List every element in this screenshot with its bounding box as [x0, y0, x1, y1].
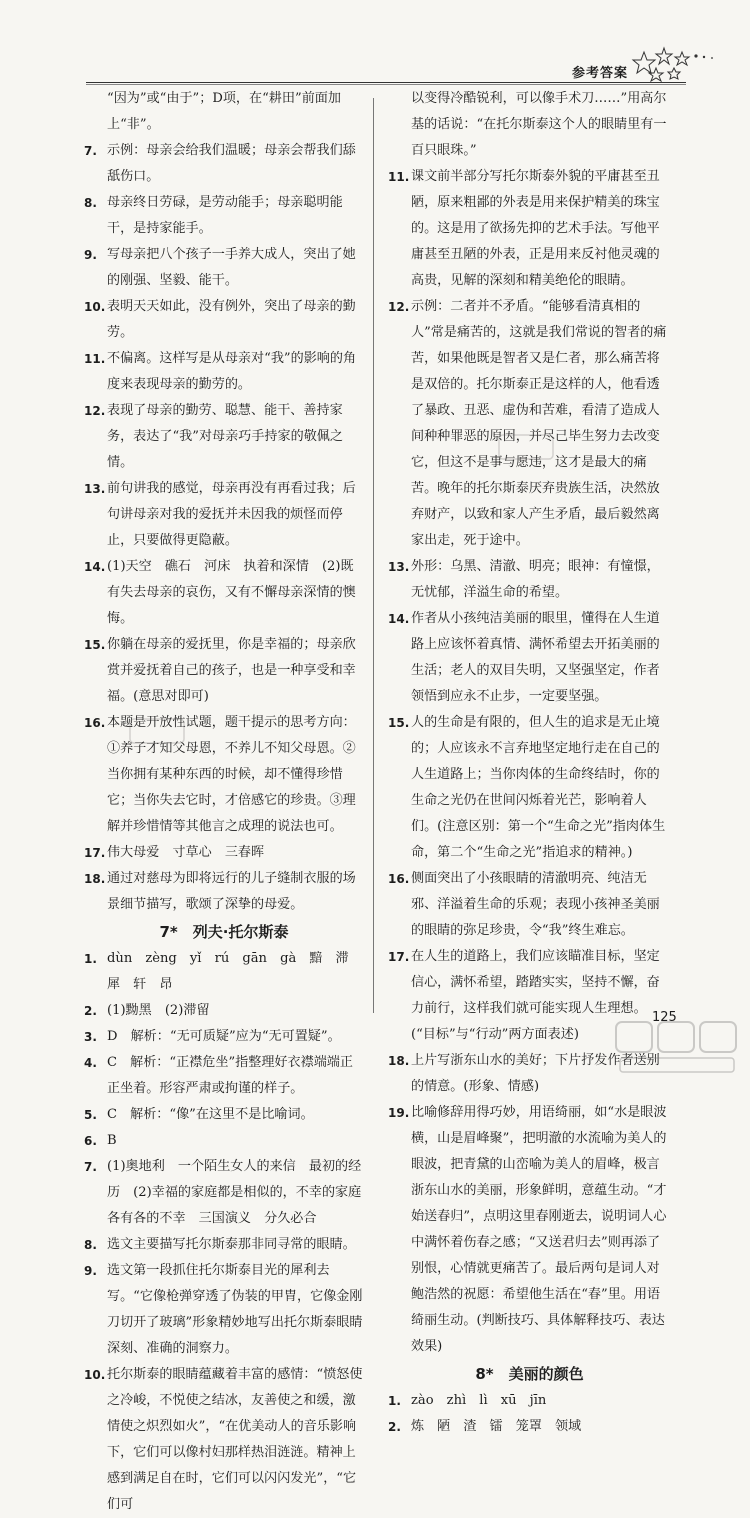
answer-item	[84, 86, 364, 138]
answer-item	[84, 1362, 364, 1518]
answer-text: 示例：二者并不矛盾。“能够看清真相的人”常是痛苦的，这就是我们常说的智者的痛苦，如果他既是智者又是仁者，那么痛苦将是双倍的。托尔斯泰正是这样的人，他看透了暴政、丑恶、虚伪和苦难，看清了造成人间种种罪恶的原因，并尽己毕生努力去改变它，但这不是事与愿违，这才是最大的痛苦。晚年的托尔斯泰厌弃贵族生活，决然放弃财产，以致和家人产生矛盾，最后毅然离家出走，死于途中。	[411, 299, 667, 548]
page-number: 125	[652, 1010, 677, 1025]
answer-item	[388, 1388, 671, 1414]
answer-number: 5.	[84, 1108, 97, 1122]
answer-text: 你躺在母亲的爱抚里，你是幸福的；母亲欣赏并爱抚着自己的孩子，也是一种享受和幸福。(意思对即可)	[107, 637, 356, 704]
answer-text: 侧面突出了小孩眼睛的清澈明亮、纯洁无邪、洋溢着生命的乐观；表现小孩神圣美丽的眼睛的弥足珍贵，令“我”终生难忘。	[411, 871, 660, 938]
stars-decoration-icon	[630, 42, 722, 86]
answer-number: 6.	[84, 1134, 97, 1148]
answer-number: 1.	[388, 1394, 401, 1408]
faint-stamp-icon	[128, 716, 186, 746]
answer-number: 18.	[84, 872, 106, 886]
section-title: 7* 列夫·托尔斯泰	[159, 923, 289, 941]
answer-item	[388, 1100, 671, 1360]
answer-number: 4.	[84, 1056, 97, 1070]
answer-text: 写母亲把八个孩子一手养大成人，突出了她的刚强、坚毅、能干。	[107, 247, 356, 288]
answer-text: 上片写浙东山水的美好；下片抒发作者送别的情意。(形象、情感)	[411, 1053, 660, 1094]
watermark-logo-icon	[612, 1018, 742, 1076]
answer-text: 不偏离。这样写是从母亲对“我”的影响的角度来表现母亲的勤劳的。	[107, 351, 357, 392]
answer-text: 课文前半部分写托尔斯泰外貌的平庸甚至丑陋，原来粗鄙的外表是用来保护精美的珠宝的。这是用了欲扬先抑的艺术手法。写他平庸甚至丑陋的外表，正是用来反衬他灵魂的高贵，见解的深刻和精美绝伦的眼睛。	[411, 169, 660, 288]
answer-text: 母亲终日劳碌，是劳动能手；母亲聪明能干，是持家能手。	[107, 195, 343, 236]
answer-text: C 解析：“正襟危坐”指整理好衣襟端端正正坐着。形容严肃或拘谨的样子。	[107, 1055, 353, 1096]
answer-item	[84, 1102, 364, 1128]
answer-item	[84, 294, 364, 346]
answer-number: 17.	[84, 846, 106, 860]
answer-number: 8.	[84, 196, 97, 210]
answer-item	[84, 1024, 364, 1050]
answer-item	[84, 946, 364, 998]
answer-number: 15.	[388, 716, 410, 730]
answer-number: 7.	[84, 1160, 97, 1174]
answer-text: 比喻修辞用得巧妙，用语绮丽，如“水是眼波横，山是眉峰聚”，把明澈的水流喻为美人的眼波，把青黛的山峦喻为美人的眉峰，极言浙东山水的美丽，形象鲜明，意蕴生动。“才始送春归”，点明这里春刚逝去，说明词人心中满怀着伤春之感；“又送君归去”则再添了别恨，心情就更痛苦了。最后两句是词人对鲍浩然的祝愿：希望他生活在“春”里。用语绮丽生动。(判断技巧、具体解释技巧、表达效果)	[411, 1105, 667, 1354]
answer-item	[84, 1050, 364, 1102]
answer-text: 作者从小孩纯洁美丽的眼里，懂得在人生道路上应该怀着真情、满怀希望去开拓美丽的生活；老人的双目失明，又坚强坚定，作者领悟到应永不止步，一定要坚强。	[411, 611, 660, 704]
answer-text: 人的生命是有限的，但人生的追求是无止境的；人应该永不言弃地坚定地行走在自己的人生道路上；当你肉体的生命终结时，你的生命之光仍在世间闪烁着光芒，影响着人们。(注意区别：第一个“生命之光”指肉体生命，第二个“生命之光”指追求的精神。)	[411, 715, 666, 860]
answer-item	[84, 1154, 364, 1232]
answer-item	[84, 476, 364, 554]
answer-item	[388, 606, 671, 710]
answer-text: 选文第一段抓住托尔斯泰目光的犀利去写。“它像枪弹穿透了伪装的甲胄，它像金刚刀切开了玻璃”形象精妙地写出托尔斯泰眼睛深刻、准确的洞察力。	[107, 1263, 363, 1356]
answer-number: 2.	[388, 1420, 401, 1434]
answer-number: 13.	[388, 560, 410, 574]
answer-item	[84, 554, 364, 632]
answer-item	[84, 346, 364, 398]
answer-number: 7.	[84, 144, 97, 158]
answer-text: 表现了母亲的勤劳、聪慧、能干、善持家务，表达了“我”对母亲巧手持家的敬佩之情。	[107, 403, 343, 470]
answer-number: 11.	[388, 170, 410, 184]
answer-number: 3.	[84, 1030, 97, 1044]
answer-item	[388, 866, 671, 944]
answer-number: 2.	[84, 1004, 97, 1018]
answer-item	[84, 1258, 364, 1362]
answer-number: 19.	[388, 1106, 410, 1120]
answer-text: 伟大母爱 寸草心 三春晖	[107, 845, 265, 860]
answer-text: (1)天空 礁石 河床 执着和深情 (2)既有失去母亲的哀伤，又有不懈母亲深情的懊悔。	[107, 559, 356, 626]
answer-text: D 解析：“无可质疑”应为“无可置疑”。	[107, 1029, 341, 1044]
answer-text: “因为”或“由于”；D项，在“耕田”前面加上“非”。	[107, 91, 341, 132]
header-title: 参考答案	[572, 66, 629, 81]
answer-item	[84, 866, 364, 918]
answer-item	[388, 294, 671, 554]
answer-number: 12.	[84, 404, 106, 418]
answer-text: 表明天天如此，没有例外，突出了母亲的勤劳。	[107, 299, 356, 340]
answer-text: B	[107, 1133, 117, 1148]
answer-number: 11.	[84, 352, 106, 366]
page-header	[0, 0, 750, 92]
answer-number: 1.	[84, 952, 97, 966]
answer-item	[388, 1414, 671, 1440]
faint-stamp-icon	[497, 432, 555, 462]
answer-text: 外形：乌黑、清澈、明亮；眼神：有憧憬，无忧郁，洋溢生命的希望。	[411, 559, 660, 600]
answer-number: 14.	[388, 612, 410, 626]
answer-text: 炼 陋 渣 镭 笼罩 领域	[411, 1419, 582, 1434]
answer-number: 18.	[388, 1054, 410, 1068]
answer-number: 16.	[388, 872, 410, 886]
answer-number: 14.	[84, 560, 106, 574]
answer-text: zào zhì lì xū jīn	[411, 1393, 547, 1408]
answer-number: 17.	[388, 950, 410, 964]
answer-text: C 解析：“像”在这里不是比喻词。	[107, 1107, 314, 1122]
answer-item	[388, 86, 671, 164]
answer-number: 12.	[388, 300, 410, 314]
answer-item	[84, 1128, 364, 1154]
answer-item	[388, 554, 671, 606]
answer-item	[84, 998, 364, 1024]
answer-number: 10.	[84, 1368, 106, 1382]
header-rule	[86, 82, 686, 83]
answer-number: 16.	[84, 716, 106, 730]
answer-item	[388, 164, 671, 294]
answer-text: 示例：母亲会给我们温暖；母亲会帮我们舔舐伤口。	[107, 143, 356, 184]
answer-text: 托尔斯泰的眼睛蕴藏着丰富的感情：“愤怒使之冷峻，不悦使之结冰，友善使之和缓，激情使之炽烈如火”，“在优美动人的音乐影响下，它们可以像村妇那样热泪涟涟。精神上感到满足自在时，它们可以闪闪发光”，“它们可	[107, 1367, 363, 1512]
answer-item	[388, 710, 671, 866]
answer-number: 13.	[84, 482, 106, 496]
answer-text: dùn zèng yǐ rú gān gà 黯 滞 犀 轩 昂	[107, 951, 362, 992]
answer-number: 8.	[84, 1238, 97, 1252]
answer-item	[84, 398, 364, 476]
header-rule-secondary	[86, 84, 686, 85]
answer-item	[84, 1232, 364, 1258]
answer-item	[84, 710, 364, 840]
right-column	[388, 86, 671, 1440]
answer-number: 15.	[84, 638, 106, 652]
left-column	[84, 86, 364, 1518]
answer-text: 以变得冷酷锐利，可以像手术刀……”用高尔基的话说：“在托尔斯泰这个人的眼睛里有一百只眼珠。”	[411, 91, 667, 158]
answer-item	[84, 190, 364, 242]
answer-number: 10.	[84, 300, 106, 314]
answer-item	[84, 840, 364, 866]
column-divider	[373, 98, 374, 1013]
answer-text: (1)黝黑 (2)滞留	[107, 1003, 210, 1018]
answer-text: 本题是开放性试题，题干提示的思考方向：①养子才知父母恩，不养儿不知父母恩。②当你拥有某种东西的时候，却不懂得珍惜它；当你失去它时，才倍感它的珍贵。③理解并珍惜情等其他言之成理的说法也可。	[107, 715, 356, 834]
answer-number: 9.	[84, 1264, 97, 1278]
answer-item	[84, 242, 364, 294]
answer-item	[84, 632, 364, 710]
answer-text: 在人生的道路上，我们应该瞄准目标，坚定信心，满怀希望，踏踏实实，坚持不懈，奋力前行，这样我们就可能实现人生理想。(“目标”与“行动”两方面表述)	[411, 949, 660, 1042]
answer-text: 前句讲我的感觉，母亲再没有再看过我；后句讲母亲对我的爱抚并未因我的烦怪而停止，只要做得更隐蔽。	[107, 481, 356, 548]
answer-text: 选文主要描写托尔斯泰那非同寻常的眼睛。	[107, 1237, 356, 1252]
section-title: 8* 美丽的颜色	[475, 1365, 584, 1383]
answer-text: (1)奥地利 一个陌生女人的来信 最初的经历 (2)幸福的家庭都是相似的，不幸的家庭各有各的不幸 三国演义 分久必合	[107, 1159, 362, 1226]
answer-number: 9.	[84, 248, 97, 262]
answer-text: 通过对慈母为即将远行的儿子缝制衣服的场景细节描写，歌颂了深挚的母爱。	[107, 871, 356, 912]
answer-item	[84, 138, 364, 190]
